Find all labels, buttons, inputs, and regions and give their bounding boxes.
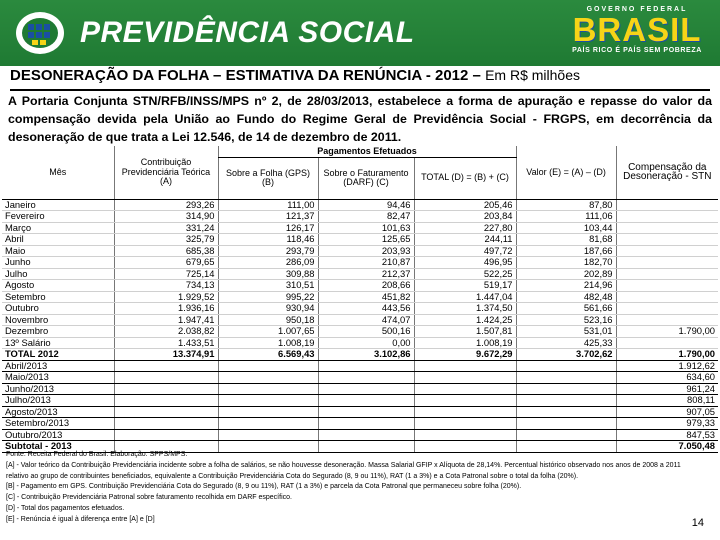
empty-cell [414, 395, 516, 407]
table-cell [616, 291, 718, 303]
empty-cell [114, 395, 218, 407]
col-header-mes: Mês [2, 146, 114, 199]
table-cell: 214,96 [516, 280, 616, 292]
table-cell [616, 280, 718, 292]
footnote-d: [D] - Total dos pagamentos efetuados. [6, 504, 125, 512]
table-cell: 212,37 [318, 268, 414, 280]
page-number: 14 [691, 517, 704, 529]
table-cell: 310,51 [218, 280, 318, 292]
table-cell: 451,82 [318, 291, 414, 303]
table-cell: 3.702,62 [516, 349, 616, 361]
table-cell [616, 199, 718, 211]
row-label: Julho [2, 268, 114, 280]
table-cell: 331,24 [114, 222, 218, 234]
table-cell: 293,79 [218, 245, 318, 257]
empty-cell [318, 395, 414, 407]
empty-cell [218, 383, 318, 395]
table-cell: 227,80 [414, 222, 516, 234]
empty-cell [114, 406, 218, 418]
table-row-2013 [2, 406, 718, 418]
table-cell: 497,72 [414, 245, 516, 257]
table-cell: 1.447,04 [414, 291, 516, 303]
table-row [2, 291, 718, 303]
table-cell: 1.936,16 [114, 303, 218, 315]
row-label: Abril [2, 234, 114, 246]
compensacao-cell: 808,11 [616, 395, 718, 407]
empty-cell [218, 395, 318, 407]
table-cell: 443,56 [318, 303, 414, 315]
table-cell: 325,79 [114, 234, 218, 246]
table-cell: 210,87 [318, 257, 414, 269]
table-cell [616, 268, 718, 280]
table-row [2, 314, 718, 326]
table-row-2013 [2, 360, 718, 372]
col-header-darf: Sobre o Faturamento (DARF) (C) [318, 157, 414, 199]
table-cell: 425,33 [516, 337, 616, 349]
table-cell: 561,66 [516, 303, 616, 315]
compensacao-cell: 1.912,62 [616, 360, 718, 372]
table-cell: 1.790,00 [616, 326, 718, 338]
compensacao-cell: 634,60 [616, 372, 718, 384]
table-cell: 81,68 [516, 234, 616, 246]
row-label: Julho/2013 [2, 395, 114, 407]
row-label: Abril/2013 [2, 360, 114, 372]
table-cell: 309,88 [218, 268, 318, 280]
slide-title [10, 67, 710, 91]
table-cell: 930,94 [218, 303, 318, 315]
row-label: TOTAL 2012 [2, 349, 114, 361]
table-cell [616, 257, 718, 269]
empty-cell [516, 429, 616, 441]
table-cell: 522,25 [414, 268, 516, 280]
table-row [2, 245, 718, 257]
empty-cell [414, 406, 516, 418]
table-cell: 203,84 [414, 211, 516, 223]
empty-cell [218, 406, 318, 418]
table-cell: 82,47 [318, 211, 414, 223]
title-main: DESONERAÇÃO DA FOLHA – ESTIMATIVA DA RENÚNCIA - 2012 – [10, 67, 481, 84]
subtotal-cell: 7.050,48 [616, 441, 718, 453]
footnotes [6, 450, 686, 526]
row-label: Subtotal - 2013 [2, 441, 114, 453]
table-row-2013 [2, 418, 718, 430]
table-cell [616, 337, 718, 349]
table-cell: 2.038,82 [114, 326, 218, 338]
empty-cell [414, 372, 516, 384]
table-cell: 1.008,19 [414, 337, 516, 349]
row-label: Maio/2013 [2, 372, 114, 384]
empty-cell [516, 383, 616, 395]
col-header-gps: Sobre a Folha (GPS) (B) [218, 157, 318, 199]
table-row [2, 211, 718, 223]
table-cell: 314,90 [114, 211, 218, 223]
footnote-b: [B] - Pagamento em GPS. Contribuição Previdenciária Cota do Segurado (8, 9 ou 11%), RAT (1 a 3%) e parcela da Cota Patronal que permaneceu sobre folha (20%). [6, 483, 522, 491]
header-banner [0, 0, 720, 66]
table-cell: 474,07 [318, 314, 414, 326]
empty-cell [318, 383, 414, 395]
empty-cell [414, 383, 516, 395]
empty-cell [218, 418, 318, 430]
table-row [2, 303, 718, 315]
table-cell: 94,46 [318, 199, 414, 211]
table-cell: 244,11 [414, 234, 516, 246]
table-row [2, 326, 718, 338]
table-cell: 1.374,50 [414, 303, 516, 315]
empty-cell [218, 372, 318, 384]
table-cell [616, 234, 718, 246]
table-cell: 1.790,00 [616, 349, 718, 361]
title-unit: Em R$ milhões [485, 67, 580, 83]
empty-cell [318, 429, 414, 441]
compensacao-cell: 961,24 [616, 383, 718, 395]
empty-cell [114, 360, 218, 372]
table-cell: 519,17 [414, 280, 516, 292]
row-label: Setembro [2, 291, 114, 303]
table-cell: 995,22 [218, 291, 318, 303]
table-row [2, 280, 718, 292]
empty-cell [414, 360, 516, 372]
table-cell: 203,93 [318, 245, 414, 257]
row-label: Janeiro [2, 199, 114, 211]
col-header-total: TOTAL (D) = (B) + (C) [414, 157, 516, 199]
table-cell: 1.424,25 [414, 314, 516, 326]
table-cell: 208,66 [318, 280, 414, 292]
table-cell: 9.672,29 [414, 349, 516, 361]
compensacao-cell: 979,33 [616, 418, 718, 430]
table-cell: 734,13 [114, 280, 218, 292]
row-label: Novembro [2, 314, 114, 326]
table-cell: 1.008,19 [218, 337, 318, 349]
table-cell: 101,63 [318, 222, 414, 234]
table-cell: 685,38 [114, 245, 218, 257]
table-row-2013 [2, 429, 718, 441]
row-label: Fevereiro [2, 211, 114, 223]
table-cell: 3.102,86 [318, 349, 414, 361]
footnote-source: Fonte: Receita Federal do Brasil. Elaboração: SPPS/MPS. [6, 451, 188, 458]
table-row-2013 [2, 372, 718, 384]
footnote-e: [E] - Renúncia é igual à diferença entre [A] e [D] [6, 515, 155, 523]
row-label: Dezembro [2, 326, 114, 338]
table-cell: 482,48 [516, 291, 616, 303]
table-row [2, 222, 718, 234]
row-label: Outubro/2013 [2, 429, 114, 441]
empty-cell [218, 360, 318, 372]
compensacao-cell: 907,05 [616, 406, 718, 418]
empty-cell [114, 418, 218, 430]
empty-cell [516, 406, 616, 418]
empty-cell [516, 372, 616, 384]
table-cell: 87,80 [516, 199, 616, 211]
table-cell: 1.947,41 [114, 314, 218, 326]
empty-cell [318, 360, 414, 372]
table-cell: 103,44 [516, 222, 616, 234]
table-row [2, 257, 718, 269]
table-cell: 126,17 [218, 222, 318, 234]
governo-federal-logo [562, 6, 712, 62]
table-cell: 1.507,81 [414, 326, 516, 338]
table-cell: 1.007,65 [218, 326, 318, 338]
table-cell: 679,65 [114, 257, 218, 269]
gov-line: GOVERNO FEDERAL [586, 6, 688, 13]
table-cell: 523,16 [516, 314, 616, 326]
table-cell: 202,89 [516, 268, 616, 280]
table-cell: 531,01 [516, 326, 616, 338]
row-label: Outubro [2, 303, 114, 315]
table-row [2, 199, 718, 211]
data-table [2, 146, 718, 453]
table-cell: 293,26 [114, 199, 218, 211]
table-cell: 500,16 [318, 326, 414, 338]
table-cell: 0,00 [318, 337, 414, 349]
table-cell: 286,09 [218, 257, 318, 269]
table-cell: 1.929,52 [114, 291, 218, 303]
table-cell: 496,95 [414, 257, 516, 269]
empty-cell [318, 372, 414, 384]
empty-cell [114, 383, 218, 395]
group-header-pagamentos: Pagamentos Efetuados [218, 146, 516, 157]
table-row-2013 [2, 395, 718, 407]
table-cell: 13.374,91 [114, 349, 218, 361]
table-row [2, 268, 718, 280]
row-label: Maio [2, 245, 114, 257]
previdencia-logo-icon [14, 10, 66, 56]
empty-cell [516, 395, 616, 407]
empty-cell [414, 429, 516, 441]
table-cell: 205,46 [414, 199, 516, 211]
table-cell [616, 303, 718, 315]
empty-cell [414, 418, 516, 430]
table-cell: 187,66 [516, 245, 616, 257]
row-label: Agosto [2, 280, 114, 292]
footnote-a: [A] - Valor teórico da Contribuição Previdenciária incidente sobre a folha de salários, se não houvesse desoneração. Massa Salarial GFIP x Alíquota de 28,14%. Percentual histórico observado nos anos de 2008 a 2011 relativo ao grupo de contribuintes beneficiados, equivalente a Contribuição Previdenciária Cota do Segurado (8, 9 ou 11%), RAT (1 a 3%) e a Cota Patronal sobre o total da folha (20%). [6, 461, 681, 480]
col-header-valor: Valor (E) = (A) – (D) [516, 146, 616, 199]
table-cell: 111,00 [218, 199, 318, 211]
empty-cell [114, 429, 218, 441]
table-cell: 1.433,51 [114, 337, 218, 349]
empty-cell [218, 429, 318, 441]
desoneracao-table [2, 146, 718, 453]
empty-cell [318, 406, 414, 418]
table-cell: 125,65 [318, 234, 414, 246]
gov-slogan: PAÍS RICO É PAÍS SEM POBREZA [572, 47, 702, 54]
table-row-2013 [2, 383, 718, 395]
row-label: Agosto/2013 [2, 406, 114, 418]
table-cell [616, 222, 718, 234]
footnote-c: [C] - Contribuição Previdenciária Patronal sobre faturamento recolhida em DARF específico. [6, 494, 292, 502]
table-cell: 6.569,43 [218, 349, 318, 361]
row-label: Junho [2, 257, 114, 269]
table-cell: 111,06 [516, 211, 616, 223]
table-row [2, 337, 718, 349]
table-cell: 182,70 [516, 257, 616, 269]
brand-title: PREVIDÊNCIA SOCIAL [80, 16, 415, 49]
row-label: Setembro/2013 [2, 418, 114, 430]
table-cell [616, 245, 718, 257]
col-header-compensacao: Compensação da Desoneração - STN [616, 146, 718, 199]
table-cell: 950,18 [218, 314, 318, 326]
total-2012-row [2, 349, 718, 361]
row-label: 13º Salário [2, 337, 114, 349]
intro-paragraph: A Portaria Conjunta STN/RFB/INSS/MPS nº 2, de 28/03/2013, estabelece a forma de apuração e repasse do valor da compensação devida pela União ao Fundo do Regime Geral de Previdência Social - FRGPS, em decorrência da desoneração de que trata a Lei 12.546, de 14 de dezembro de 2011. [8, 94, 712, 144]
brasil-wordmark: BRASIL [572, 11, 702, 48]
table-cell [616, 314, 718, 326]
table-cell [616, 211, 718, 223]
col-header-contribuicao: Contribuição Previdenciária Teórica (A) [114, 146, 218, 199]
row-label: Março [2, 222, 114, 234]
table-row [2, 234, 718, 246]
table-cell: 118,46 [218, 234, 318, 246]
empty-cell [318, 418, 414, 430]
compensacao-cell: 847,53 [616, 429, 718, 441]
empty-cell [516, 360, 616, 372]
empty-cell [114, 372, 218, 384]
table-cell: 121,37 [218, 211, 318, 223]
row-label: Junho/2013 [2, 383, 114, 395]
table-cell: 725,14 [114, 268, 218, 280]
empty-cell [516, 418, 616, 430]
